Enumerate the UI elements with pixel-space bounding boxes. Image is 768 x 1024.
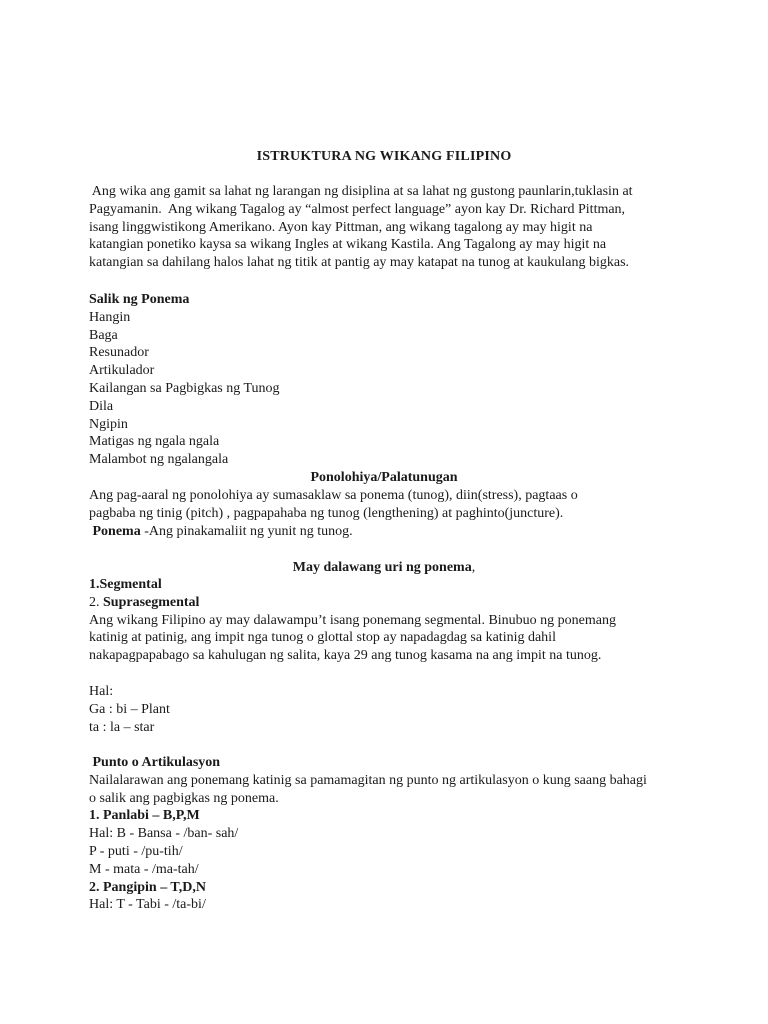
intro-line: Pagyamanin. Ang wikang Tagalog ay “almost perfect language” ayon kay Dr. Richard Pittman,	[89, 201, 626, 217]
panlabi-line: P - puti - /pu-tih/	[89, 843, 183, 859]
ponolohiya-paragraph	[89, 487, 689, 540]
uri-section	[89, 576, 689, 665]
pangipin-line: Hal: T - Tabi - /ta-bi/	[89, 897, 206, 913]
punto-line: o salik ang pagbigkas ng ponema.	[89, 790, 279, 806]
salik-item: Ngipin	[89, 416, 128, 432]
segmental-item: 1.Segmental	[89, 577, 162, 592]
salik-item: Dila	[89, 398, 114, 414]
salik-item: Baga	[89, 327, 118, 343]
panlabi-line: Hal: B - Bansa - /ban- sah/	[89, 826, 239, 842]
ponema-label: Ponema	[89, 523, 141, 539]
hal-line: Ga : bi – Plant	[89, 701, 170, 717]
hal-line: ta : la – star	[89, 719, 155, 735]
ponema-def-text: -Ang pinakamaliit ng yunit ng tunog.	[140, 523, 353, 539]
hal-label: Hal:	[89, 684, 114, 699]
ponema-definition	[89, 523, 689, 541]
intro-paragraph	[89, 183, 689, 272]
punto-heading: Punto o Artikulasyon	[89, 755, 221, 770]
panlabi-line: M - mata - /ma-tah/	[89, 861, 199, 877]
uri-line: nakapagpapabago sa kahulugan ng salita, kaya 29 ang tunog kasama na ang impit na tunog.	[89, 648, 602, 664]
salik-item: Matigas ng ngala ngala	[89, 434, 220, 450]
salik-heading: Salik ng Ponema	[89, 292, 190, 307]
uri-heading: May dalawang uri ng ponema	[292, 560, 472, 575]
salik-item: Resunador	[89, 345, 149, 361]
salik-item: Artikulador	[89, 363, 155, 379]
suprasegmental-item	[89, 594, 689, 612]
intro-line: katangian sa dahilang halos lahat ng titik at pantig ay may katapat na tunog at kaukulang bigkas.	[89, 255, 630, 271]
ponolohiya-line: pagbaba ng tinig (pitch) , pagpapahaba ng tunog (lengthening) at paghinto(juncture).	[89, 505, 564, 521]
ponolohiya-heading: Ponolohiya/Palatunugan	[310, 470, 458, 485]
intro-line: isang linggwistikong Amerikano. Ayon kay Pittman, ang wikang tagalong ay may higit na	[89, 219, 593, 235]
uri-line: katinig at patinig, ang impit nga tunog o glottal stop ay napadagdag sa katinig dahil	[89, 630, 556, 646]
punto-line: Nailalarawan ang ponemang katinig sa pamamagitan ng punto ng artikulasyon o kung saang bahagi	[89, 772, 647, 788]
salik-section	[89, 291, 689, 469]
suprasegmental-label: Suprasegmental	[103, 594, 200, 610]
salik-item: Malambot ng ngalangala	[89, 452, 229, 468]
ponolohiya-line: Ang pag-aaral ng ponolohiya ay sumasaklaw sa ponema (tunog), diin(stress), pagtaas o	[89, 488, 578, 503]
salik-item: Kailangan sa Pagbigkas ng Tunog	[89, 380, 280, 396]
uri-heading-row	[0, 559, 768, 577]
pangipin-heading: 2. Pangipin – T,D,N	[89, 879, 206, 895]
intro-line: Ang wika ang gamit sa lahat ng larangan ng disiplina at sa lahat ng gustong paunlarin,tuklasin at	[89, 184, 633, 199]
uri-heading-suffix: ,	[471, 560, 476, 575]
punto-section	[89, 754, 689, 914]
intro-line: katangian ponetiko kaysa sa wikang Ingles at wikang Kastila. Ang Tagalong ay may higit na	[89, 237, 607, 253]
suprasegmental-number: 2.	[89, 594, 103, 610]
halimbawa-section	[89, 683, 689, 736]
salik-item: Hangin	[89, 309, 131, 325]
uri-line: Ang wikang Filipino ay may dalawampu’t isang ponemang segmental. Binubuo ng ponemang	[89, 612, 616, 628]
panlabi-heading: 1. Panlabi – B,P,M	[89, 808, 200, 824]
page-title: ISTRUKTURA NG WIKANG FILIPINO	[256, 149, 512, 164]
